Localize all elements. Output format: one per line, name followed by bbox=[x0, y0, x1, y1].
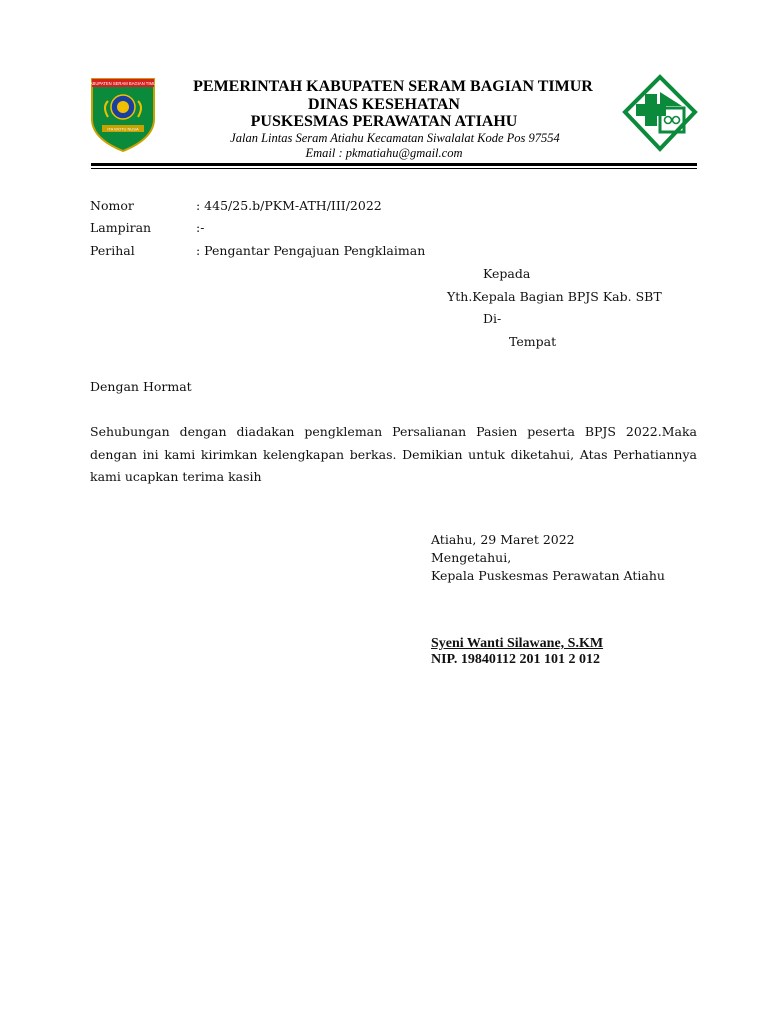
signature-name: Syeni Wanti Silawane, S.KM bbox=[431, 636, 604, 651]
letterhead-institution: PUSKESMAS PERAWATAN ATIAHU bbox=[250, 113, 518, 130]
letterhead-email: Email : pkmatiahu@gmail.com bbox=[305, 146, 463, 160]
recipient-yth: Yth.Kepala Bagian BPJS Kab. SBT bbox=[447, 289, 662, 304]
signature-place-date: Atiahu, 29 Maret 2022 bbox=[431, 532, 575, 547]
signature-acknowledged: Mengetahui, bbox=[431, 550, 512, 565]
perihal-label: Perihal bbox=[90, 243, 135, 258]
letterhead-address: Jalan Lintas Seram Atiahu Kecamatan Siwalalat Kode Pos 97554 bbox=[230, 131, 560, 145]
lampiran-label: Lampiran bbox=[90, 220, 152, 235]
letterhead-government: PEMERINTAH KABUPATEN SERAM BAGIAN TIMUR bbox=[193, 78, 593, 95]
nomor-label: Nomor bbox=[90, 198, 134, 213]
signature-position: Kepala Puskesmas Perawatan Atiahu bbox=[431, 568, 665, 583]
perihal-value: : Pengantar Pengajuan Pengklaiman bbox=[196, 243, 426, 258]
nomor-value: : 445/25.b/PKM-ATH/III/2022 bbox=[196, 198, 382, 213]
regency-logo-motto: ITA WOTU NUSA bbox=[107, 126, 139, 132]
body-paragraph: Sehubungan dengan diadakan pengkleman Persalianan Pasien peserta BPJS 2022.Maka dengan ini kami kirimkan kelengkapan berkas. Demikian untuk diketahui, Atas Perhatiannya kami ucapkan terima kasih bbox=[90, 424, 697, 484]
letterhead-rule-thin bbox=[91, 168, 697, 169]
letterhead-department: DINAS KESEHATAN bbox=[308, 96, 460, 113]
letterhead-rule-thick bbox=[91, 163, 697, 166]
salutation: Dengan Hormat bbox=[90, 379, 192, 394]
recipient-di: Di- bbox=[483, 311, 502, 326]
signature-nip: NIP. 19840112 201 101 2 012 bbox=[431, 652, 601, 667]
lampiran-value: :- bbox=[196, 220, 205, 235]
regency-logo-text: KABUPATEN SERAM BAGIAN TIMUR bbox=[88, 81, 158, 86]
recipient-tempat: Tempat bbox=[509, 334, 557, 349]
recipient-kepada: Kepada bbox=[483, 266, 531, 281]
